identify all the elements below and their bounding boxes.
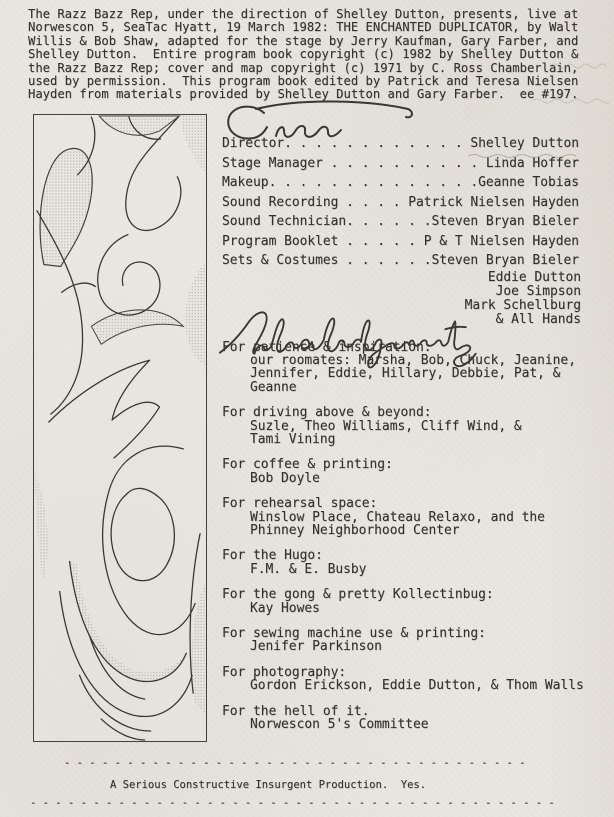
ack-line: Kay Howes [250, 600, 320, 616]
footer-divider-top: - - - - - - - - - - - - - - - - - - - - - - - - - - - - - - - - - - - - - [64, 757, 526, 769]
acknowledgements-heading-label [214, 306, 215, 307]
cover-art [33, 114, 207, 742]
intro-line: Willis & Bob Shaw, adapted for the stage by Jerry Kaufman, Gary Farber, and [28, 33, 579, 48]
ack-line: Gordon Erickson, Eddie Dutton, & Thom Walls [250, 678, 584, 694]
ack-section-heading: For driving above & beyond: [222, 405, 432, 421]
credit-line: Sound Recording . . . . Patrick Nielsen Hayden [222, 194, 579, 210]
ack-line: Winslow Place, Chateau Relaxo, and the [250, 509, 545, 525]
ack-section [222, 406, 604, 446]
intro-paragraph [28, 8, 578, 102]
ack-section [222, 341, 604, 394]
intro-line: used by permission. This program book edited by Patrick and Teresa Nielsen [28, 74, 579, 89]
ack-section [222, 627, 604, 653]
ack-line: Jennifer, Eddie, Hillary, Debbie, Pat, & [250, 366, 561, 382]
ack-section [222, 666, 604, 692]
pencil-underline [466, 152, 582, 160]
ack-line: Norwescon 5's Committee [250, 717, 429, 733]
intro-line: Shelley Dutton. Entire program book copyright (c) 1982 by Shelley Dutton & [28, 47, 579, 62]
ack-line: Tami Vining [250, 431, 336, 447]
credit-extra-line: & All Hands [495, 311, 581, 327]
credit-extra-line: Joe Simpson [495, 283, 581, 299]
intro-line: The Razz Bazz Rep, under the direction of Shelley Dutton, presents, live at [28, 7, 579, 21]
ack-section [222, 705, 604, 731]
ack-section [222, 497, 604, 537]
ack-section-heading: For coffee & printing: [222, 457, 393, 473]
footer-note: A Serious Constructive Insurgent Production. Yes. [110, 779, 427, 791]
ack-section-heading: For sewing machine use & printing: [222, 626, 486, 642]
ack-section [222, 549, 604, 575]
ack-section-heading: For the Hugo: [222, 548, 323, 564]
swirl-drawing-icon [34, 115, 206, 741]
credit-extra-line: Eddie Dutton [487, 269, 581, 285]
credit-line: Stage Manager . . . . . . . . . . Linda Hoffer [222, 155, 579, 171]
ack-line: Bob Doyle [250, 470, 320, 486]
ack-line: Jenifer Parkinson [250, 639, 382, 655]
credit-line: Program Booklet . . . . . P & T Nielsen Hayden [222, 233, 579, 249]
credit-line: Sets & Costumes . . . . . .Steven Bryan Bieler [222, 253, 579, 268]
ack-line: Suzle, Theo Williams, Cliff Wind, & [250, 418, 522, 434]
credit-line: Sound Technician. . . . . .Steven Bryan Bieler [222, 214, 579, 229]
ack-line: F.M. & E. Busby [250, 561, 367, 577]
credits-list [222, 134, 582, 327]
intro-line: the Razz Bazz Rep; cover and map copyright (c) 1971 by C. Ross Chamberlain, [28, 60, 579, 75]
footer-divider-bottom: - - - - - - - - - - - - - - - - - - - - - - - - - - - - - - - - - - - - - - - - - - [30, 797, 555, 809]
ack-section-heading: For patience & inspiration: [222, 340, 432, 355]
acknowledgements-list [222, 341, 604, 744]
credit-line: Makeup. . . . . . . . . . . . . .Geanne Tobias [222, 175, 579, 190]
intro-line: Hayden from materials provided by Shelley Dutton and Gary Farber. ee #197. [28, 87, 579, 102]
ack-section-heading: For rehearsal space: [222, 496, 378, 512]
ack-section-heading: For the hell of it. [222, 704, 370, 720]
ack-section [222, 458, 604, 484]
ack-line: our roomates: Marsha, Bob, Chuck, Jeanine, [250, 353, 576, 369]
pencil-scribble-icon [530, 92, 610, 108]
ack-section [222, 588, 604, 614]
credit-line: Director. . . . . . . . . . . . Shelley Dutton [222, 136, 579, 151]
ack-line: Geanne [250, 379, 297, 395]
ack-section-heading: For photography: [222, 665, 347, 681]
credit-extra-line: Mark Schellburg [464, 297, 581, 313]
pencil-scribble-icon [548, 58, 610, 74]
ack-line: Phinney Neighborhood Center [250, 522, 460, 538]
intro-line: Norwescon 5, SeaTac Hyatt, 19 March 1982: THE ENCHANTED DUPLICATOR, by Walt [28, 20, 579, 35]
ack-section-heading: For the gong & pretty Kollectinbug: [222, 587, 494, 603]
